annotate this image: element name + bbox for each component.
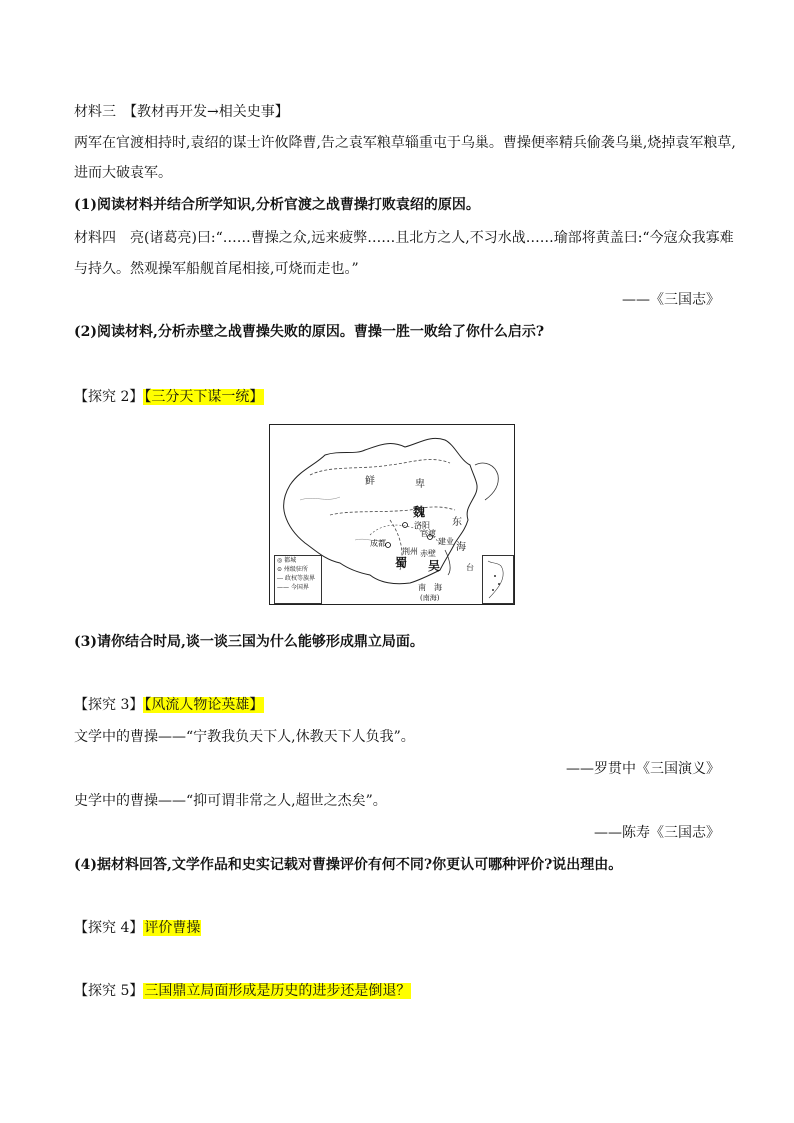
material3-text-line2: 进而大破袁军。 bbox=[74, 165, 172, 181]
material4-text-line2: 与持久。然观操军船舰首尾相接,可烧而走也。” bbox=[74, 261, 359, 277]
explore2-title: 【三分天下谋一统】 bbox=[144, 389, 264, 405]
explore5-label: 【探究 5】 bbox=[74, 983, 144, 999]
historical-source: ——陈寿《三国志》 bbox=[594, 825, 720, 841]
map-legend bbox=[274, 555, 322, 604]
historical-caocao-line: 史学中的曹操——“抑可谓非常之人,超世之杰矣”。 bbox=[74, 793, 387, 809]
map-label-wu: 吴 bbox=[428, 559, 441, 573]
map-label-guandu: 官渡 bbox=[420, 529, 436, 538]
question-4: (4)据材料回答,文学作品和史实记载对曹操评价有何不同?你更认可哪种评价?说出理由。 bbox=[74, 857, 623, 873]
legend-item: ◎ 都城 bbox=[277, 557, 297, 564]
map-label-chibi: 赤壁 bbox=[420, 549, 436, 558]
explore4-heading bbox=[74, 919, 201, 937]
legend-item: --- 政权等族界 bbox=[277, 575, 315, 582]
map-label-jianye: 建业 bbox=[438, 537, 454, 546]
inset-drawing bbox=[483, 556, 511, 601]
explore3-label: 【探究 3】 bbox=[74, 697, 144, 713]
question-1: (1)阅读材料并结合所学知识,分析官渡之战曹操打败袁绍的原因。 bbox=[74, 197, 480, 213]
material4-text-line1: 材料四 亮(诸葛亮)曰:“……曹操之众,远来疲弊……且北方之人,不习水战……瑜部将黄盖曰:“今寇众我寡难 bbox=[74, 230, 734, 246]
map-label-hai: 海 bbox=[456, 542, 466, 553]
literary-source: ——罗贯中《三国演义》 bbox=[566, 761, 720, 777]
legend-item: ⊙ 州级驻所 bbox=[277, 566, 308, 573]
map-label-xianbei: 鲜 bbox=[365, 476, 375, 487]
map-label-nanhai2: (南海) bbox=[420, 594, 440, 602]
map-label-dong: 东 bbox=[452, 517, 462, 528]
material3-text-line1: 两军在官渡相持时,袁绍的谋士许攸降曹,告之袁军粮草辎重屯于乌巢。曹操便率精兵偷袭乌巢,烧掉袁军粮草, bbox=[74, 135, 736, 151]
legend-item: —— 今国界 bbox=[277, 584, 309, 591]
map-label-wei: 魏 bbox=[413, 505, 426, 519]
explore4-title: 评价曹操 bbox=[144, 920, 201, 936]
explore4-label: 【探究 4】 bbox=[74, 920, 144, 936]
literary-caocao-line: 文学中的曹操——“宁教我负天下人,休教天下人负我”。 bbox=[74, 729, 415, 745]
question-3: (3)请你结合时局,谈一谈三国为什么能够形成鼎立局面。 bbox=[74, 634, 424, 650]
map-label-nanhai: 南 海 bbox=[418, 583, 442, 592]
map-label-chengdu: 成都 bbox=[370, 539, 386, 548]
question-2: (2)阅读材料,分析赤壁之战曹操失败的原因。曹操一胜一败给了你什么启示? bbox=[74, 324, 545, 340]
explore5-heading bbox=[74, 982, 411, 1000]
map-label-shu: 蜀 bbox=[395, 556, 408, 570]
material3-heading: 材料三 【教材再开发→相关史事】 bbox=[74, 104, 289, 120]
explore5-title: 三国鼎立局面形成是历史的进步还是倒退？ bbox=[144, 983, 411, 999]
map-label-xianbei2: 卑 bbox=[415, 479, 425, 490]
explore3-title: 【风流人物论英雄】 bbox=[144, 697, 264, 713]
map-label-luoyang: 洛阳 bbox=[414, 521, 430, 530]
explore3-heading bbox=[74, 696, 264, 714]
map-label-dongtai: 台 bbox=[466, 563, 474, 572]
south-sea-inset-map bbox=[482, 555, 514, 604]
material4-source: ——《三国志》 bbox=[622, 292, 720, 308]
explore2-label: 【探究 2】 bbox=[74, 389, 144, 405]
map-label-jingzhou: 荆州 bbox=[402, 547, 418, 556]
explore2-heading bbox=[74, 388, 264, 406]
three-kingdoms-map bbox=[269, 424, 515, 605]
